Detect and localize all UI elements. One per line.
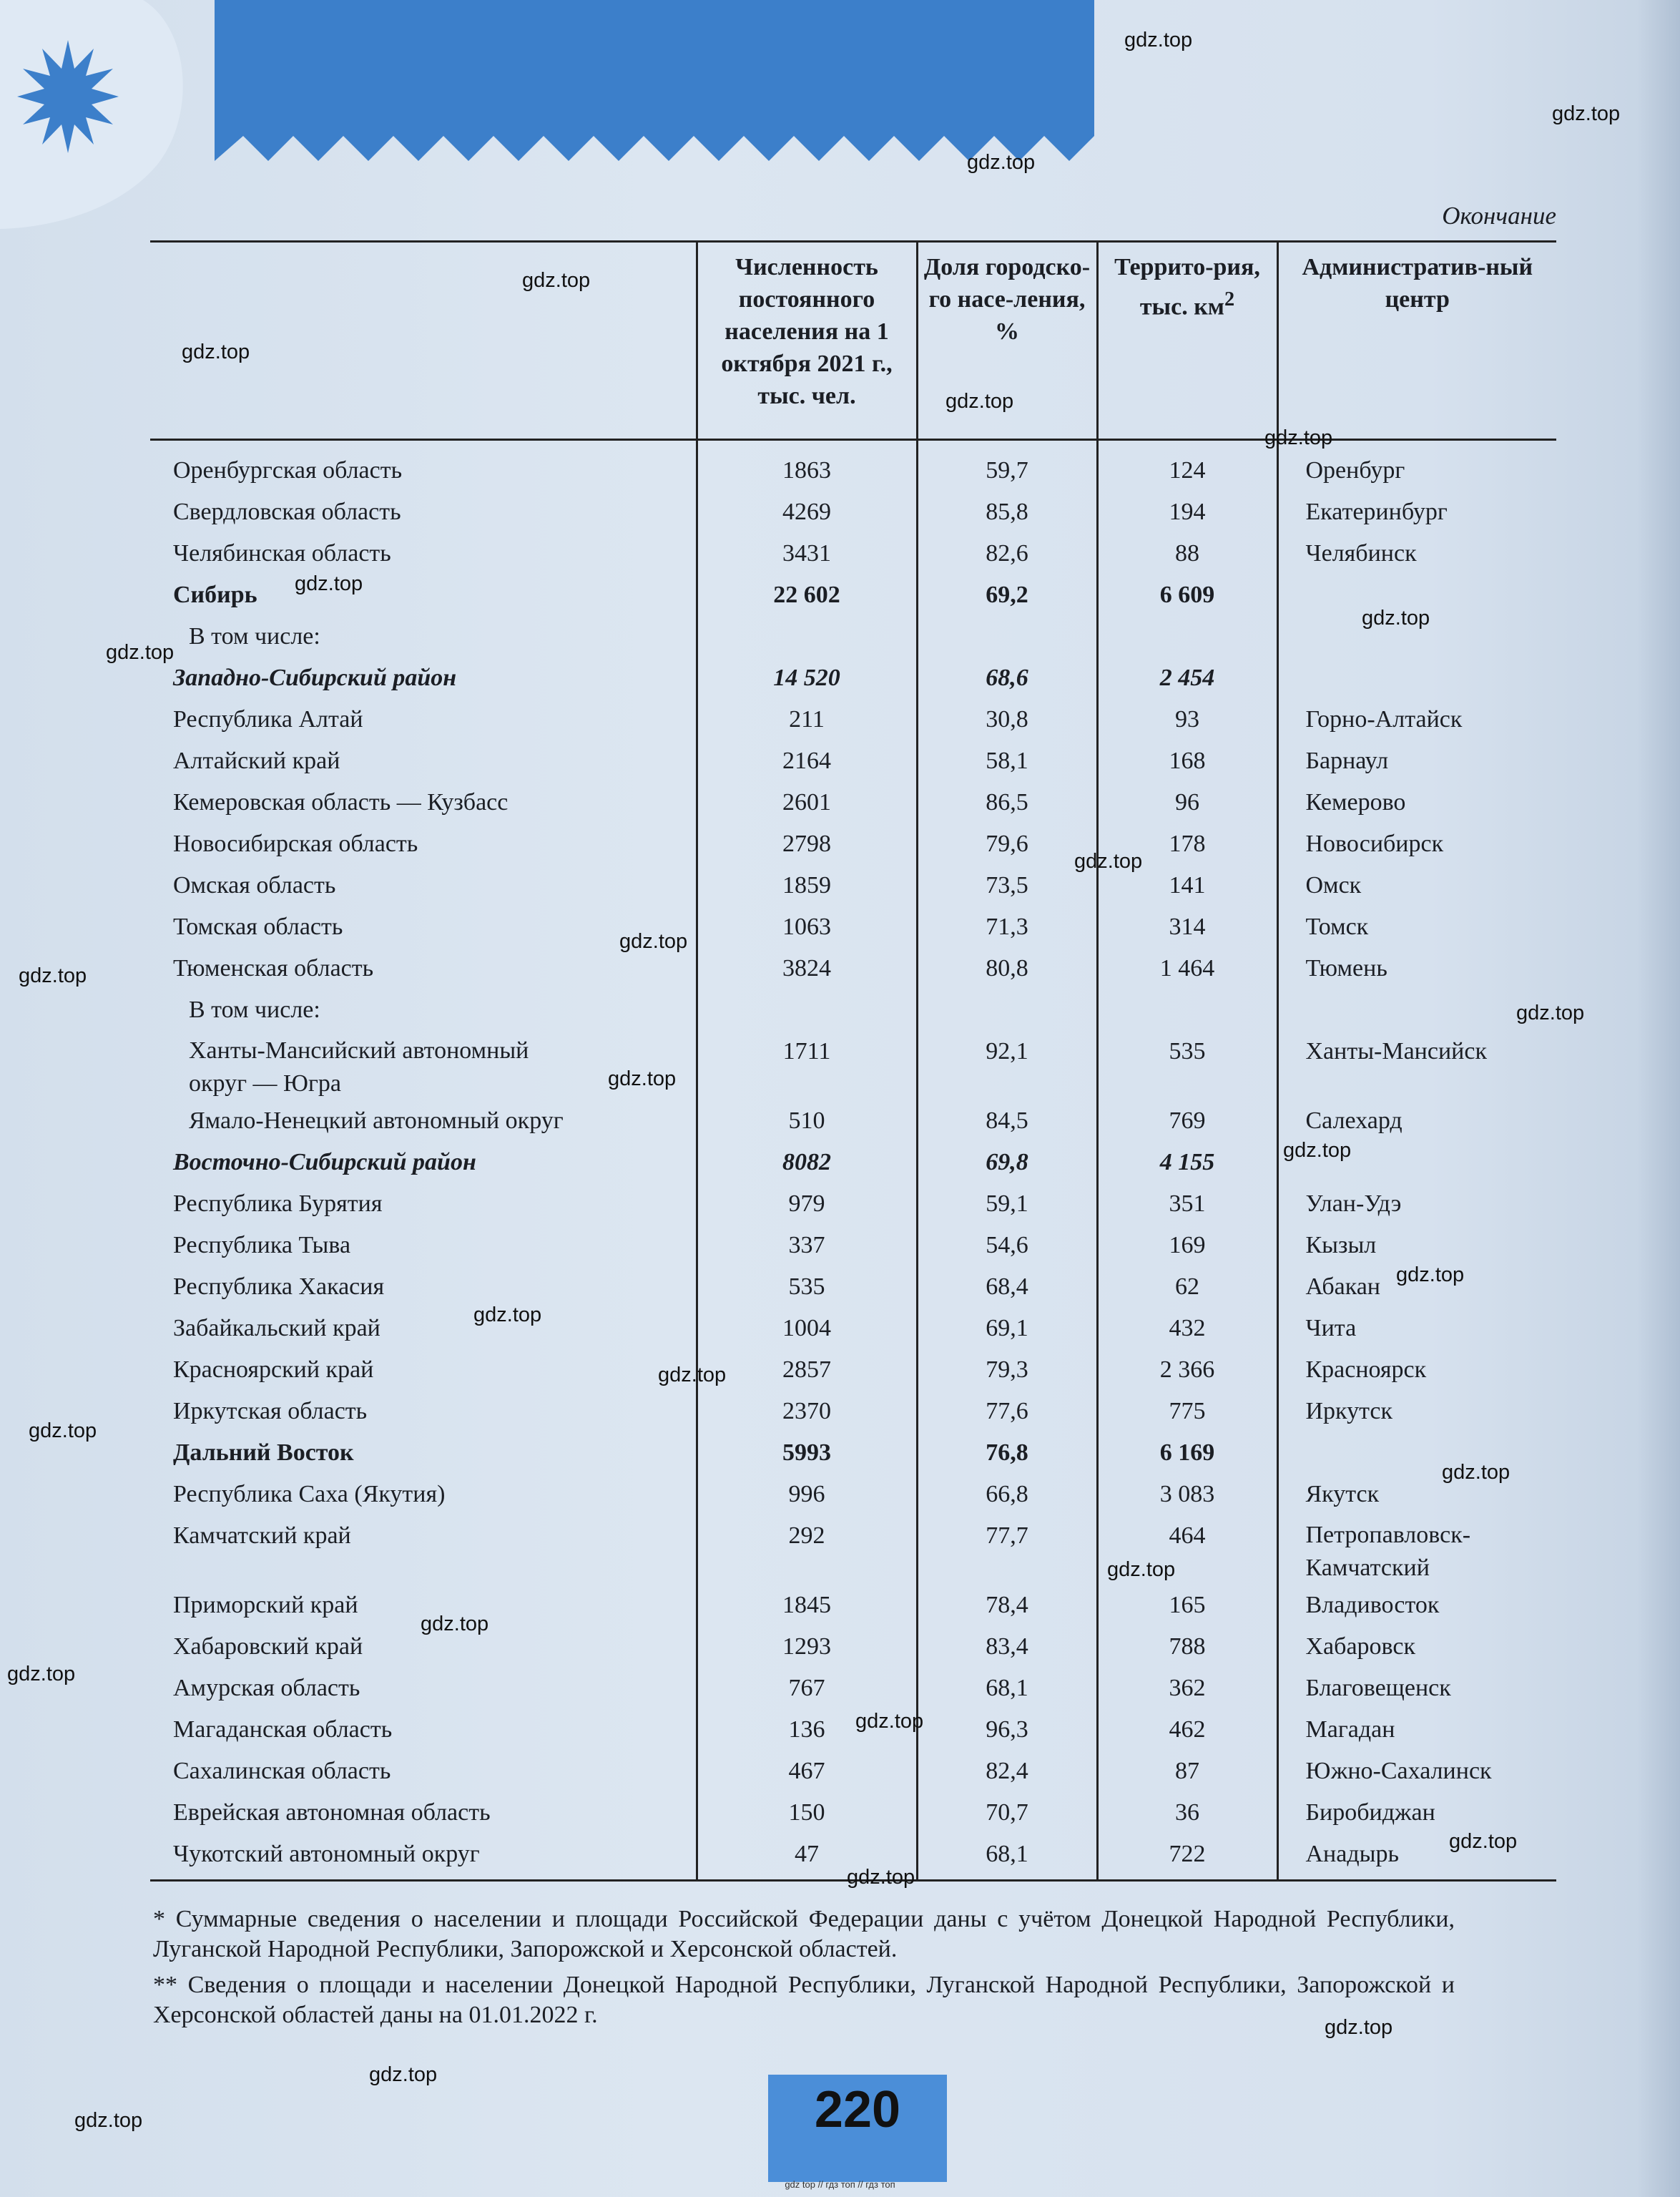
population-value: 211 — [697, 699, 917, 740]
watermark: gdz.top — [855, 1710, 924, 1733]
header-urban-share: Доля городско-го насе-ления, % — [917, 242, 1097, 440]
footnotes — [153, 1904, 1455, 2036]
urban-value: 71,3 — [917, 906, 1097, 948]
table-row — [150, 533, 1556, 574]
admin-center: Челябинск — [1305, 539, 1417, 567]
region-name — [150, 616, 697, 657]
admin-center: Улан-Удэ — [1305, 1190, 1402, 1217]
population-value — [697, 989, 917, 1031]
population-value: 14 520 — [697, 657, 917, 699]
table-row — [150, 1183, 1556, 1225]
footer-note: gdz top // гдз топ // гдз топ — [785, 2179, 895, 2190]
territory-value: 88 — [1097, 533, 1277, 574]
admin-center: Якутск — [1305, 1480, 1380, 1507]
table-row — [150, 440, 1556, 491]
territory-value: 3 083 — [1097, 1474, 1277, 1515]
urban-value: 68,1 — [917, 1834, 1097, 1881]
admin-center: Екатеринбург — [1305, 498, 1448, 525]
territory-value: 1 464 — [1097, 948, 1277, 989]
population-value: 1845 — [697, 1585, 917, 1626]
region-name: Красноярский край — [150, 1349, 697, 1391]
watermark: gdz.top — [295, 572, 363, 595]
region-name: Республика Бурятия — [150, 1183, 697, 1225]
subheading-including: В том числе: — [189, 622, 320, 650]
header-territory-text: Террито-рия, тыс. км — [1114, 254, 1260, 321]
population-value: 2601 — [697, 782, 917, 823]
population-value: 510 — [697, 1100, 917, 1142]
population-value: 2798 — [697, 823, 917, 865]
admin-center: Южно-Сахалинск — [1305, 1757, 1492, 1784]
page-gutter-shadow — [1637, 0, 1680, 2197]
population-value: 292 — [697, 1515, 917, 1585]
region-name: Хабаровский край — [150, 1626, 697, 1668]
urban-value: 58,1 — [917, 740, 1097, 782]
table-row — [150, 989, 1556, 1031]
admin-center: Кемерово — [1305, 788, 1406, 816]
region-name-line1: Ханты-Мансийский автономный — [189, 1037, 529, 1064]
admin-center — [1277, 657, 1556, 699]
urban-value: 84,5 — [917, 1100, 1097, 1142]
region-name: Еврейская автономная область — [150, 1792, 697, 1834]
table-row — [150, 1709, 1556, 1751]
admin-center: Магадан — [1305, 1716, 1395, 1743]
table-row — [150, 1515, 1556, 1585]
region-name: Новосибирская область — [150, 823, 697, 865]
watermark: gdz.top — [1074, 850, 1143, 873]
watermark: gdz.top — [1442, 1461, 1510, 1484]
admin-center: Барнаул — [1305, 747, 1389, 774]
region-name — [150, 1100, 697, 1142]
territory-value: 36 — [1097, 1792, 1277, 1834]
admin-center: Благовещенск — [1305, 1674, 1451, 1701]
urban-value: 68,1 — [917, 1668, 1097, 1709]
footnote-2: ** Сведения о площади и населении Донецкой Народной Республики, Луганской Народной Республики, Запорожской и Херсонской областей даны на 01.01.2022 г. — [153, 1972, 1455, 2028]
admin-center: Абакан — [1305, 1273, 1381, 1300]
urban-value: 54,6 — [917, 1225, 1097, 1266]
region-name: Республика Тыва — [150, 1225, 697, 1266]
watermark: gdz.top — [182, 341, 250, 363]
admin-center: Новосибирск — [1305, 830, 1444, 857]
watermark: gdz.top — [847, 1866, 915, 1889]
urban-value: 30,8 — [917, 699, 1097, 740]
region-name-line2: округ — Югра — [189, 1070, 341, 1097]
urban-value: 68,4 — [917, 1266, 1097, 1308]
territory-value: 788 — [1097, 1626, 1277, 1668]
urban-value: 78,4 — [917, 1585, 1097, 1626]
population-value: 22 602 — [697, 574, 917, 616]
region-name: Кемеровская область — Кузбасс — [150, 782, 697, 823]
table-row — [150, 1792, 1556, 1834]
region-name: Амурская область — [150, 1668, 697, 1709]
table-row — [150, 1751, 1556, 1792]
region-name: Оренбургская область — [150, 440, 697, 491]
decorative-banner — [0, 0, 1144, 243]
urban-value: 66,8 — [917, 1474, 1097, 1515]
table-row-district — [150, 657, 1556, 699]
watermark: gdz.top — [473, 1303, 542, 1326]
urban-value: 83,4 — [917, 1626, 1097, 1668]
table-row — [150, 1474, 1556, 1515]
urban-value — [917, 616, 1097, 657]
urban-value: 59,7 — [917, 440, 1097, 491]
territory-value: 535 — [1097, 1031, 1277, 1100]
territory-value: 194 — [1097, 491, 1277, 533]
urban-value: 86,5 — [917, 782, 1097, 823]
region-name: Челябинская область — [150, 533, 697, 574]
region-name-text: Ямало-Ненецкий автономный округ — [189, 1107, 564, 1134]
watermark: gdz.top — [369, 2063, 438, 2086]
admin-center: Хабаровск — [1305, 1633, 1415, 1660]
header-territory-sup: 2 — [1224, 288, 1235, 310]
urban-value: 79,6 — [917, 823, 1097, 865]
watermark: gdz.top — [1283, 1139, 1352, 1162]
urban-value: 77,6 — [917, 1391, 1097, 1432]
population-value: 3824 — [697, 948, 917, 989]
territory-value — [1097, 616, 1277, 657]
urban-value: 70,7 — [917, 1792, 1097, 1834]
population-value: 8082 — [697, 1142, 917, 1183]
watermark: gdz.top — [74, 2109, 143, 2132]
population-value: 4269 — [697, 491, 917, 533]
population-value: 2164 — [697, 740, 917, 782]
admin-center: Салехард — [1305, 1107, 1403, 1134]
table-row — [150, 1225, 1556, 1266]
region-name: Сахалинская область — [150, 1751, 697, 1792]
region-name: Восточно-Сибирский район — [150, 1142, 697, 1183]
table-row — [150, 1100, 1556, 1142]
population-value: 337 — [697, 1225, 917, 1266]
region-name — [150, 989, 697, 1031]
watermark: gdz.top — [1449, 1830, 1518, 1853]
region-name: Иркутская область — [150, 1391, 697, 1432]
territory-value: 351 — [1097, 1183, 1277, 1225]
region-name: Забайкальский край — [150, 1308, 697, 1349]
territory-value: 96 — [1097, 782, 1277, 823]
admin-center: Томск — [1305, 913, 1369, 940]
watermark: gdz.top — [19, 964, 87, 987]
population-value: 2370 — [697, 1391, 917, 1432]
watermark: gdz.top — [1124, 29, 1193, 52]
admin-center: Горно-Алтайск — [1305, 705, 1463, 733]
territory-value: 93 — [1097, 699, 1277, 740]
admin-center-line1: Петропавловск- — [1305, 1521, 1471, 1548]
territory-value: 178 — [1097, 823, 1277, 865]
territory-value: 432 — [1097, 1308, 1277, 1349]
region-name: Республика Алтай — [150, 699, 697, 740]
watermark: gdz.top — [1325, 2016, 1393, 2039]
table-row — [150, 1585, 1556, 1626]
population-value: 3431 — [697, 533, 917, 574]
admin-center: Владивосток — [1305, 1591, 1440, 1618]
population-value: 996 — [697, 1474, 917, 1515]
watermark: gdz.top — [421, 1613, 489, 1635]
table-row — [150, 906, 1556, 948]
watermark: gdz.top — [1552, 102, 1621, 125]
urban-value: 68,6 — [917, 657, 1097, 699]
admin-center: Иркутск — [1305, 1397, 1392, 1424]
population-value: 1063 — [697, 906, 917, 948]
region-name: Магаданская область — [150, 1709, 697, 1751]
territory-value: 87 — [1097, 1751, 1277, 1792]
table-row — [150, 1031, 1556, 1100]
table-row — [150, 616, 1556, 657]
continuation-label: Окончание — [1442, 202, 1556, 230]
watermark: gdz.top — [7, 1663, 76, 1685]
urban-value — [917, 989, 1097, 1031]
population-value: 1859 — [697, 865, 917, 906]
admin-center: Анадырь — [1277, 1834, 1556, 1881]
population-value: 2857 — [697, 1349, 917, 1391]
territory-value: 2 366 — [1097, 1349, 1277, 1391]
population-value: 1293 — [697, 1626, 917, 1668]
admin-center: Красноярск — [1305, 1356, 1427, 1383]
watermark: gdz.top — [522, 269, 591, 292]
table-row — [150, 823, 1556, 865]
watermark: gdz.top — [945, 390, 1014, 413]
population-value: 767 — [697, 1668, 917, 1709]
population-value: 136 — [697, 1709, 917, 1751]
admin-center: Чита — [1305, 1314, 1357, 1341]
table-row — [150, 1391, 1556, 1432]
territory-value: 775 — [1097, 1391, 1277, 1432]
watermark: gdz.top — [106, 641, 175, 664]
table-header-row — [150, 242, 1556, 440]
table-row — [150, 1349, 1556, 1391]
territory-value: 141 — [1097, 865, 1277, 906]
territory-value: 4 155 — [1097, 1142, 1277, 1183]
population-value: 1004 — [697, 1308, 917, 1349]
region-name: Республика Саха (Якутия) — [150, 1474, 697, 1515]
admin-center: Кызыл — [1305, 1231, 1377, 1258]
table-row — [150, 491, 1556, 533]
table-row — [150, 1266, 1556, 1308]
territory-value: 6 609 — [1097, 574, 1277, 616]
table-row — [150, 865, 1556, 906]
admin-center — [1277, 1515, 1556, 1585]
footnote-1: * Суммарные сведения о населении и площади Российской Федерации даны с учётом Донецкой Народной Республики, Луганской Народной Республики, Запорожской и Херсонской областей. — [153, 1906, 1455, 1962]
population-value: 47 — [697, 1834, 917, 1881]
population-value: 467 — [697, 1751, 917, 1792]
urban-value: 76,8 — [917, 1432, 1097, 1474]
territory-value: 124 — [1097, 440, 1277, 491]
admin-center: Биробиджан — [1305, 1799, 1435, 1826]
urban-value: 73,5 — [917, 865, 1097, 906]
header-population: Численность постоянного населения на 1 октября 2021 г., тыс. чел. — [697, 242, 917, 440]
territory-value: 6 169 — [1097, 1432, 1277, 1474]
region-name: Дальний Восток — [150, 1432, 697, 1474]
watermark: gdz.top — [1396, 1263, 1465, 1286]
watermark: gdz.top — [1362, 607, 1430, 630]
urban-value: 85,8 — [917, 491, 1097, 533]
territory-value — [1097, 989, 1277, 1031]
urban-value: 77,7 — [917, 1515, 1097, 1585]
header-admin-center: Административ-ный центр — [1277, 242, 1556, 440]
region-name: Тюменская область — [150, 948, 697, 989]
urban-value: 92,1 — [917, 1031, 1097, 1100]
table-row — [150, 699, 1556, 740]
urban-value: 59,1 — [917, 1183, 1097, 1225]
urban-value: 96,3 — [917, 1709, 1097, 1751]
territory-value: 62 — [1097, 1266, 1277, 1308]
watermark: gdz.top — [608, 1067, 677, 1090]
table-row — [150, 782, 1556, 823]
territory-value: 464 — [1097, 1515, 1277, 1585]
table-row — [150, 1626, 1556, 1668]
territory-value: 165 — [1097, 1585, 1277, 1626]
regions-table — [150, 240, 1556, 1882]
population-value: 150 — [697, 1792, 917, 1834]
watermark: gdz.top — [1516, 1002, 1585, 1024]
region-name: Республика Хакасия — [150, 1266, 697, 1308]
admin-center — [1277, 989, 1556, 1031]
urban-value: 82,4 — [917, 1751, 1097, 1792]
territory-value: 462 — [1097, 1709, 1277, 1751]
population-value — [697, 616, 917, 657]
region-name: Алтайский край — [150, 740, 697, 782]
watermark: gdz.top — [1107, 1558, 1176, 1581]
watermark: gdz.top — [658, 1364, 727, 1386]
admin-center — [1277, 1432, 1556, 1474]
table-row — [150, 1308, 1556, 1349]
urban-value: 80,8 — [917, 948, 1097, 989]
subheading-including: В том числе: — [189, 996, 320, 1023]
territory-value: 169 — [1097, 1225, 1277, 1266]
territory-value: 722 — [1097, 1834, 1277, 1881]
urban-value: 82,6 — [917, 533, 1097, 574]
table-row — [150, 740, 1556, 782]
table-row-macroregion — [150, 1432, 1556, 1474]
region-name: Западно-Сибирский район — [150, 657, 697, 699]
watermark: gdz.top — [29, 1419, 97, 1442]
admin-center: Оренбург — [1305, 457, 1405, 484]
region-name: Томская область — [150, 906, 697, 948]
population-value: 5993 — [697, 1432, 917, 1474]
territory-value: 362 — [1097, 1668, 1277, 1709]
table-row — [150, 1668, 1556, 1709]
admin-center: Ханты-Мансийск — [1305, 1037, 1487, 1065]
territory-value: 168 — [1097, 740, 1277, 782]
page-number: 220 — [814, 2081, 901, 2138]
population-value: 535 — [697, 1266, 917, 1308]
region-name: Приморский край — [150, 1585, 697, 1626]
region-name: Чукотский автономный округ — [150, 1834, 697, 1881]
watermark: gdz.top — [967, 151, 1036, 174]
population-value: 1711 — [697, 1031, 917, 1100]
region-name: Свердловская область — [150, 491, 697, 533]
watermark: gdz.top — [619, 930, 688, 953]
region-name: Сибирь — [150, 574, 697, 616]
territory-value: 769 — [1097, 1100, 1277, 1142]
admin-center-line2: Камчатский — [1305, 1554, 1430, 1581]
population-value: 979 — [697, 1183, 917, 1225]
urban-value: 69,8 — [917, 1142, 1097, 1183]
region-name: Камчатский край — [150, 1515, 697, 1585]
urban-value: 69,2 — [917, 574, 1097, 616]
admin-center: Тюмень — [1305, 954, 1387, 982]
territory-value: 2 454 — [1097, 657, 1277, 699]
population-value: 1863 — [697, 440, 917, 491]
watermark: gdz.top — [1264, 426, 1333, 449]
territory-value: 314 — [1097, 906, 1277, 948]
urban-value: 69,1 — [917, 1308, 1097, 1349]
header-territory — [1097, 242, 1277, 440]
table-row — [150, 948, 1556, 989]
region-name: Омская область — [150, 865, 697, 906]
admin-center: Омск — [1305, 871, 1362, 899]
urban-value: 79,3 — [917, 1349, 1097, 1391]
